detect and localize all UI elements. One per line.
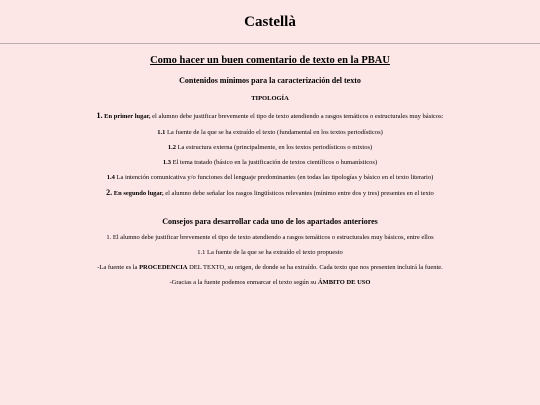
- subpoint-text: El tema tratado (básico en la justificación de textos científicos o humanísticos): [170, 159, 378, 166]
- consejos-line-4-bold: ÁMBITO DE USO: [317, 279, 371, 286]
- section-heading-consejos: Consejos para desarrollar cada uno de los apartados anteriores: [162, 217, 378, 226]
- subpoint-number: 1.1: [157, 129, 166, 136]
- subpoint-1-4: [8, 174, 532, 182]
- subpoint-text: La fuente de la que se ha extraído el texto (fundamental en los textos periodísticos): [165, 129, 383, 136]
- subpoint-1-3: [8, 159, 532, 167]
- subpoint-number: 1.4: [106, 174, 115, 181]
- point-1-text: el alumno debe justificar brevemente el tipo de texto atendiendo a rasgos temáticos o estructurales muy básicos:: [150, 113, 444, 120]
- subpoint-number: 1.3: [162, 159, 171, 166]
- consejos-line-1: 1. El alumno debe justificar brevemente el tipo de texto atendiendo a rasgos temáticos o estructurales muy básicos, entre ellos: [106, 234, 434, 241]
- point-1: [8, 112, 532, 121]
- header-divider: [0, 43, 540, 44]
- point-2: [8, 189, 532, 198]
- consejos-line-4: [8, 279, 532, 287]
- point-2-text: el alumno debe señalar los rasgos lingüísticos relevantes (mínimo entre dos y tres) presentes en el texto: [163, 190, 434, 197]
- consejos-line-3: [8, 264, 532, 272]
- consejos-line-3-post: DEL TEXTO, su origen, de donde se ha extraído. Cada texto que nos presenten incluirá la fuente.: [187, 264, 443, 271]
- site-title: Castellà: [244, 14, 296, 30]
- section-heading-contenidos: Contenidos mínimos para la caracterización del texto: [179, 76, 361, 85]
- tipologia-label: TIPOLOGÍA: [251, 95, 289, 102]
- subpoint-text: La intención comunicativa y/o funciones del lenguaje predominantes (en todas las tipologías y básico en el texto literario): [114, 174, 434, 181]
- consejos-line-3-bold: PROCEDENCIA: [139, 264, 188, 271]
- point-2-number: 2.: [106, 188, 113, 197]
- point-1-number: 1.: [96, 111, 103, 120]
- subpoint-1-2: [8, 144, 532, 152]
- article-heading: Como hacer un buen comentario de texto en la PBAU: [150, 55, 390, 66]
- subpoint-text: La estructura externa (principalmente, en los textos periodísticos o mixtos): [175, 144, 373, 151]
- article-body: [0, 54, 540, 287]
- subpoint-number: 1.2: [167, 144, 176, 151]
- point-2-lead: En segundo lugar,: [113, 190, 164, 197]
- consejos-line-4-pre: -Gracias a la fuente podemos enmarcar el texto según su: [169, 279, 318, 286]
- subpoint-1-1: [8, 129, 532, 137]
- point-1-lead: En primer lugar,: [104, 113, 151, 120]
- consejos-line-3-pre: -La fuente es la: [97, 264, 140, 271]
- consejos-line-2: 1.1 La fuente de la que se ha extraído el texto propuesto: [197, 249, 343, 256]
